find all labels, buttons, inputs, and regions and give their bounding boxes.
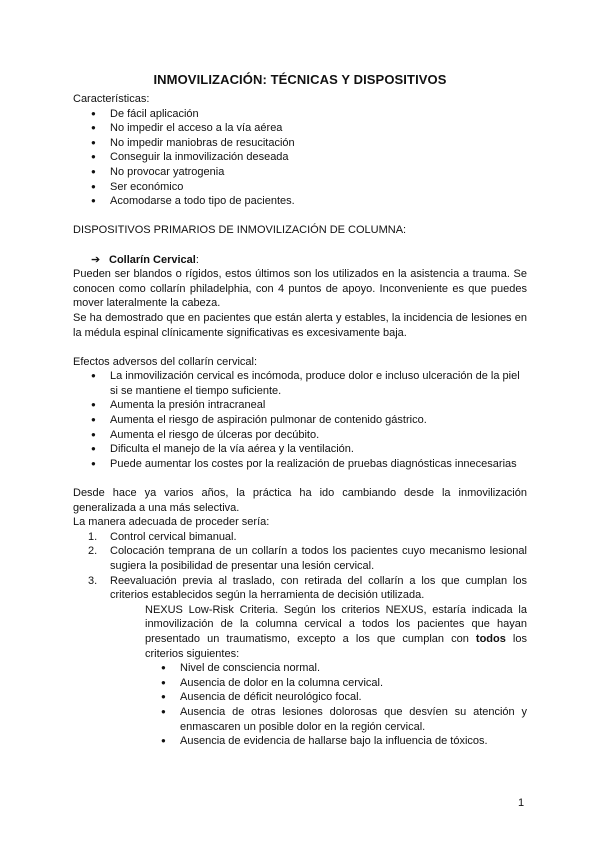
manera-label: La manera adecuada de proceder sería:	[73, 516, 270, 529]
step-number: 1.	[88, 530, 98, 543]
list-item	[88, 544, 527, 573]
list-item: ● Puede aumentar los costes por la realización de pruebas diagnósticas innecesarias	[110, 457, 527, 472]
step-text: Control cervical bimanual.	[110, 530, 237, 543]
collarin-heading	[91, 253, 527, 268]
nexus-text: NEXUS Low-Risk Criteria. Según los criterios NEXUS, estaría indicada la inmovilización de la columna cervical a todos los pacientes que hayan presentado un traumatismo, excepto a los que cumplan con	[145, 603, 527, 645]
nexus-bold: todos	[475, 632, 506, 645]
document-title: INMOVILIZACIÓN: TÉCNICAS Y DISPOSITIVOS	[153, 72, 447, 87]
efectos-list	[73, 369, 527, 471]
list-item: ● No impedir el acceso a la vía aérea	[110, 121, 527, 136]
list-item: ● Ausencia de otras lesiones dolorosas que desvíen su atención y enmascaren un posible dolor en la región cervical.	[180, 705, 527, 734]
list-item: ● Aumenta el riesgo de úlceras por decúbito.	[110, 428, 527, 443]
list-item: ● No provocar yatrogenia	[110, 165, 527, 180]
step-number: 2.	[88, 545, 98, 558]
step-number: 3.	[88, 574, 98, 587]
caracteristicas-label: Características:	[73, 93, 150, 105]
list-item: ● La inmovilización cervical es incómoda, produce dolor e incluso ulceración de la piel si se mantiene el tiempo suficiente.	[110, 369, 527, 398]
list-item: ● No impedir maniobras de resucitación	[110, 136, 527, 151]
page-content	[73, 72, 527, 749]
list-item: ● Acomodarse a todo tipo de pacientes.	[110, 194, 527, 209]
criterios-list	[73, 661, 527, 749]
list-item	[88, 530, 527, 545]
step-text: Colocación temprana de un collarín a todos los pacientes cuyo mecanismo lesional sugiera la posibilidad de presentar una lesión cervical.	[110, 545, 527, 572]
list-item: ● Aumenta el riesgo de aspiración pulmonar de contenido gástrico.	[110, 413, 527, 428]
list-item: ● Nivel de consciencia normal.	[180, 661, 527, 676]
efectos-label: Efectos adversos del collarín cervical:	[73, 355, 258, 368]
desde-paragraph: Desde hace ya varios años, la práctica ha ido cambiando desde la inmovilización generalizada a una más selectiva.	[73, 487, 527, 514]
caracteristicas-list	[73, 107, 527, 209]
arrow-right-icon: ➔	[91, 253, 101, 266]
collarin-paragraph-1: Pueden ser blandos o rígidos, estos últimos son los utilizados en la asistencia a trauma. Se conocen como collarín philadelphia, con 4 puntos de apoyo. Inconveniente es que puedes mover lateralmente la cabeza.	[73, 268, 527, 310]
list-item: ● Conseguir la inmovilización deseada	[110, 150, 527, 165]
collarin-paragraph-2: Se ha demostrado que en pacientes que están alerta y estables, la incidencia de lesiones en la médula espinal clínicamente significativas es excesivamente baja.	[73, 311, 527, 339]
list-item: ● De fácil aplicación	[110, 107, 527, 122]
dispositivos-heading: DISPOSITIVOS PRIMARIOS DE INMOVILIZACIÓN DE COLUMNA:	[73, 224, 407, 237]
page-number: 1	[518, 797, 525, 809]
list-item: ● Ser económico	[110, 180, 527, 195]
collarin-heading-text: Collarín Cervical	[109, 253, 196, 266]
collarin-heading-colon: :	[195, 253, 199, 266]
list-item	[88, 574, 527, 603]
pasos-list	[73, 530, 527, 603]
nexus-paragraph	[145, 603, 527, 661]
list-item: ● Aumenta la presión intracraneal	[110, 398, 527, 413]
list-item: ● Ausencia de dolor en la columna cervical.	[180, 676, 527, 691]
nexus-text-end: los criterios siguientes:	[145, 632, 527, 660]
list-item: ● Ausencia de evidencia de hallarse bajo la influencia de tóxicos.	[180, 734, 527, 749]
list-item: ● Ausencia de déficit neurológico focal.	[180, 690, 527, 705]
list-item: ● Dificulta el manejo de la vía aérea y la ventilación.	[110, 442, 527, 457]
step-text: Reevaluación previa al traslado, con retirada del collarín a los que cumplan los criterios establecidos según la herramienta de decisión utilizada.	[110, 574, 527, 602]
